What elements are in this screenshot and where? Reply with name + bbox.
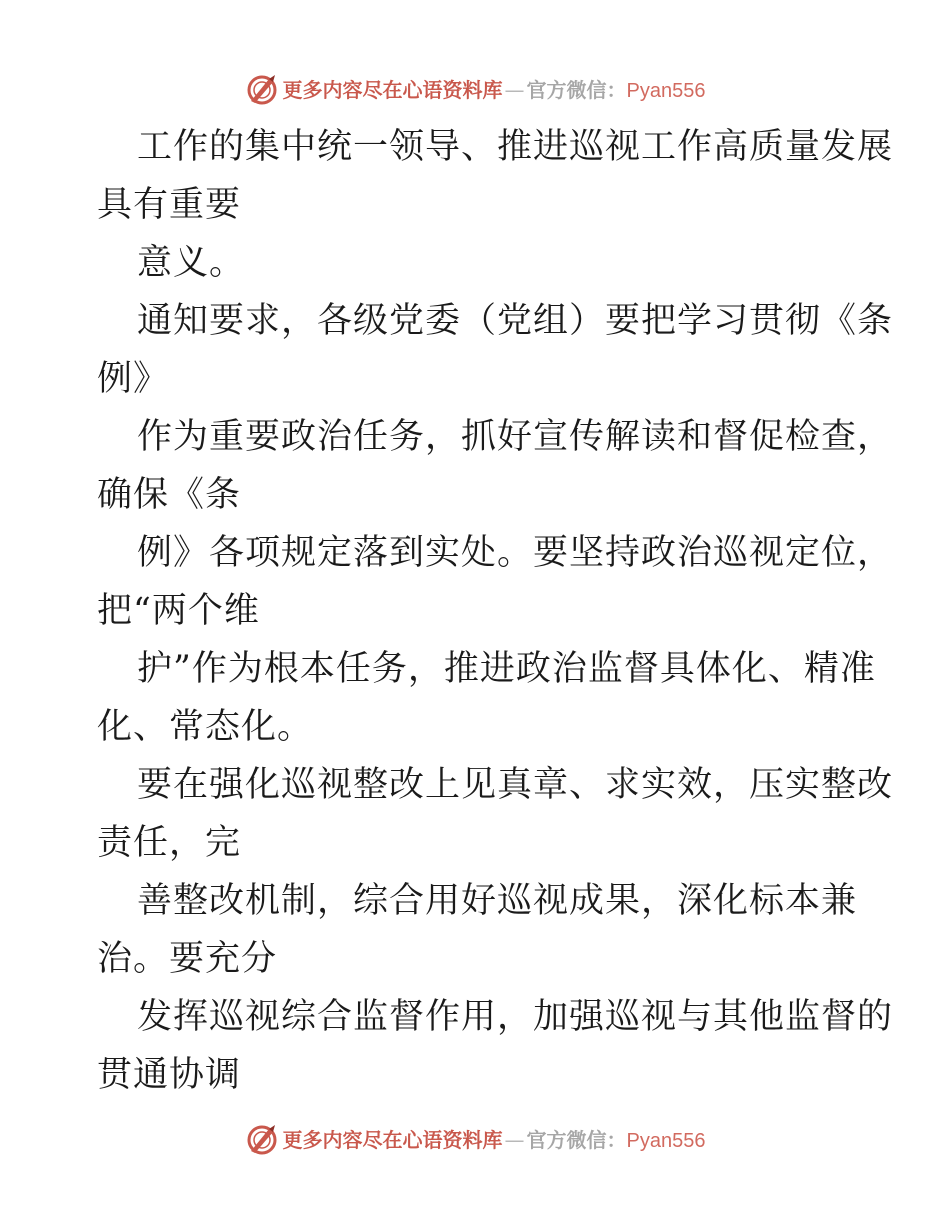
footer-lead: 更多内容尽在心语资料库 (282, 1127, 503, 1152)
text-line: 治。要充分 (97, 939, 278, 979)
footer-separator: — (504, 1127, 525, 1152)
quill-pen-logo-icon (245, 73, 279, 107)
text-line: 通知要求，各级党委（党组）要把学习贯彻《条 (137, 301, 894, 341)
text-line: 作为重要政治任务，抓好宣传解读和督促检查， (137, 417, 894, 457)
footer-banner-text (282, 1127, 706, 1152)
document-body (97, 118, 894, 1104)
footer-wechat-id: Pyan556 (626, 1129, 706, 1152)
quill-pen-logo-icon (245, 1123, 279, 1157)
text-line: 发挥巡视综合监督作用，加强巡视与其他监督的 (137, 997, 894, 1037)
header-wechat-id: Pyan556 (626, 79, 706, 102)
text-line: 贯通协调 (97, 1055, 242, 1095)
text-line: 善整改机制，综合用好巡视成果，深化标本兼 (137, 881, 858, 921)
text-line: 化、常态化。 (97, 707, 314, 747)
text-line: 意义。 (137, 243, 246, 283)
text-line: 具有重要 (97, 185, 242, 225)
text-line: 例》 (97, 359, 170, 399)
text-line: 例》各项规定落到实处。要坚持政治巡视定位， (137, 533, 894, 573)
header-banner (0, 70, 950, 110)
footer-banner (0, 1120, 950, 1160)
text-line: 护”作为根本任务，推进政治监督具体化、精准 (137, 649, 876, 689)
text-line: 责任，完 (97, 823, 242, 863)
text-line: 确保《条 (97, 475, 242, 515)
header-wechat-label: 官方微信： (526, 77, 627, 102)
header-banner-text (282, 77, 706, 102)
text-line: 把“两个维 (97, 591, 260, 631)
footer-wechat-label: 官方微信： (526, 1127, 627, 1152)
header-separator: — (504, 77, 525, 102)
header-lead: 更多内容尽在心语资料库 (282, 77, 503, 102)
text-line: 工作的集中统一领导、推进巡视工作高质量发展 (137, 127, 894, 167)
text-line: 要在强化巡视整改上见真章、求实效，压实整改 (137, 765, 894, 805)
